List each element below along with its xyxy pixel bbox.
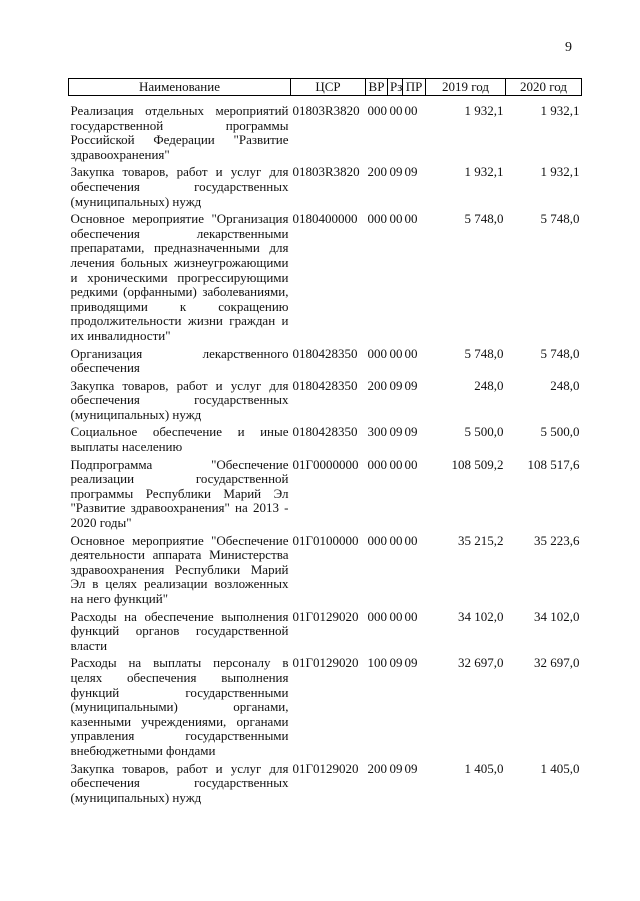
- row-rz: 00: [389, 532, 403, 548]
- row-vr: 000: [367, 345, 387, 361]
- row-csr: 01Г0129020: [292, 655, 359, 671]
- row-name: Основное мероприятие "Организация обеспечения лекарственными препаратами, предназначенными для лечения больных жизнеугрожающими и хроническими прогрессирующими редкими (орфанными) заболеваниями, приводящими к сокращению продолжительности жизни граждан и их инвалидности": [70, 211, 289, 343]
- row-amount-2020: 1 932,1: [540, 164, 580, 180]
- row-name: Расходы на выплаты персоналу в целях обеспечения выполнения функций государственными (муниципальными) органами, казенными учреждениями, органами управления государственными внебюджетными фондами: [70, 655, 289, 758]
- row-csr: 01Г0000000: [292, 456, 359, 472]
- row-name: Подпрограмма "Обеспечение реализации государственной программы Республики Марий Эл "Развитие здравоохранения" на 2013 - 2020 годы": [70, 456, 289, 531]
- row-rz: 09: [389, 377, 403, 393]
- row-pr: 00: [404, 211, 418, 227]
- row-csr: 01Г0129020: [292, 608, 359, 624]
- row-amount-2020: 32 697,0: [534, 655, 580, 671]
- row-amount-2020: 5 500,0: [540, 424, 580, 440]
- row-name: Закупка товаров, работ и услуг для обеспечения государственных (муниципальных) нужд: [70, 377, 289, 422]
- row-amount-2020: 5 748,0: [540, 211, 580, 227]
- column-header-csr: ЦСР: [291, 79, 366, 96]
- row-vr: 000: [367, 456, 387, 472]
- row-name: Расходы на обеспечение выполнения функций органов государственной власти: [70, 608, 289, 653]
- table-row: [69, 759, 582, 806]
- row-amount-2019: 34 102,0: [458, 608, 504, 624]
- column-header-name: Наименование: [69, 79, 291, 96]
- row-vr: 200: [367, 377, 387, 393]
- column-header-2020: 2020 год: [506, 79, 582, 96]
- row-vr: 000: [367, 103, 387, 118]
- row-amount-2019: 1 932,1: [464, 164, 504, 180]
- row-vr: 000: [367, 532, 387, 548]
- table-row: [69, 209, 582, 343]
- row-name: Основное мероприятие "Обеспечение деятельности аппарата Министерства здравоохранения Республики Марий Эл в целях реализации возложенных на него функций": [70, 532, 289, 606]
- table-row: [69, 531, 582, 607]
- row-csr: 0180428350: [292, 345, 358, 361]
- row-vr: 200: [367, 164, 387, 180]
- row-vr: 000: [367, 211, 387, 227]
- row-pr: 00: [404, 532, 418, 548]
- row-name: Организация лекарственного обеспечения: [70, 345, 289, 376]
- table-row: [69, 653, 582, 758]
- row-name: Социальное обеспечение и иные выплаты населению: [70, 424, 289, 455]
- row-vr: 000: [367, 608, 387, 624]
- row-vr: 100: [367, 655, 387, 671]
- row-vr: 300: [367, 424, 387, 440]
- row-amount-2019: 5 748,0: [464, 211, 504, 227]
- row-rz: 09: [389, 760, 403, 776]
- row-rz: 00: [389, 345, 403, 361]
- row-name: Закупка товаров, работ и услуг для обеспечения государственных (муниципальных) нужд: [70, 760, 289, 805]
- row-rz: 09: [389, 424, 403, 440]
- row-amount-2020: 248,0: [550, 377, 580, 393]
- row-csr: 01Г0129020: [292, 760, 359, 776]
- column-header-vr: ВР: [366, 79, 388, 96]
- column-header-rz: Рз: [388, 79, 403, 96]
- row-amount-2020: 35 223,6: [534, 532, 580, 548]
- row-csr: 0180428350: [292, 377, 358, 393]
- row-pr: 00: [404, 608, 418, 624]
- table-row: [69, 162, 582, 209]
- row-vr: 200: [367, 760, 387, 776]
- row-amount-2019: 248,0: [474, 377, 504, 393]
- row-amount-2019: 1 932,1: [464, 103, 504, 118]
- row-pr: 09: [404, 164, 418, 180]
- row-amount-2019: 1 405,0: [464, 760, 504, 776]
- row-amount-2020: 34 102,0: [534, 608, 580, 624]
- column-header-pr: ПР: [403, 79, 426, 96]
- column-header-2019: 2019 год: [426, 79, 506, 96]
- table-row: [69, 376, 582, 423]
- row-csr: 01803R3820: [292, 103, 360, 118]
- row-pr: 00: [404, 103, 418, 118]
- table-header-row: [69, 79, 582, 96]
- row-pr: 09: [404, 760, 418, 776]
- row-rz: 09: [389, 164, 403, 180]
- row-name: Закупка товаров, работ и услуг для обеспечения государственных (муниципальных) нужд: [70, 164, 289, 209]
- row-rz: 09: [389, 655, 403, 671]
- budget-table: [68, 78, 582, 805]
- row-csr: 01803R3820: [292, 164, 360, 180]
- row-amount-2019: 35 215,2: [458, 532, 504, 548]
- table-row: [69, 455, 582, 531]
- table-row: [69, 96, 582, 163]
- row-amount-2020: 1 932,1: [540, 103, 580, 118]
- row-amount-2019: 108 509,2: [451, 456, 504, 472]
- row-pr: 09: [404, 655, 418, 671]
- table-row: [69, 422, 582, 454]
- row-rz: 00: [389, 103, 403, 118]
- row-rz: 00: [389, 211, 403, 227]
- row-amount-2019: 5 500,0: [464, 424, 504, 440]
- row-rz: 00: [389, 608, 403, 624]
- row-csr: 01Г0100000: [292, 532, 359, 548]
- page-number: 9: [565, 40, 572, 55]
- row-pr: 00: [404, 456, 418, 472]
- table-row: [69, 344, 582, 376]
- row-name: Реализация отдельных мероприятий государственной программы Российской Федерации "Развитие здравоохранения": [70, 103, 289, 162]
- row-amount-2019: 32 697,0: [458, 655, 504, 671]
- row-pr: 09: [404, 424, 418, 440]
- row-csr: 0180400000: [292, 211, 358, 227]
- row-rz: 00: [389, 456, 403, 472]
- table-row: [69, 607, 582, 654]
- row-amount-2020: 1 405,0: [540, 760, 580, 776]
- row-amount-2020: 5 748,0: [540, 345, 580, 361]
- row-pr: 09: [404, 377, 418, 393]
- row-amount-2020: 108 517,6: [527, 456, 580, 472]
- row-pr: 00: [404, 345, 418, 361]
- row-csr: 0180428350: [292, 424, 358, 440]
- row-amount-2019: 5 748,0: [464, 345, 504, 361]
